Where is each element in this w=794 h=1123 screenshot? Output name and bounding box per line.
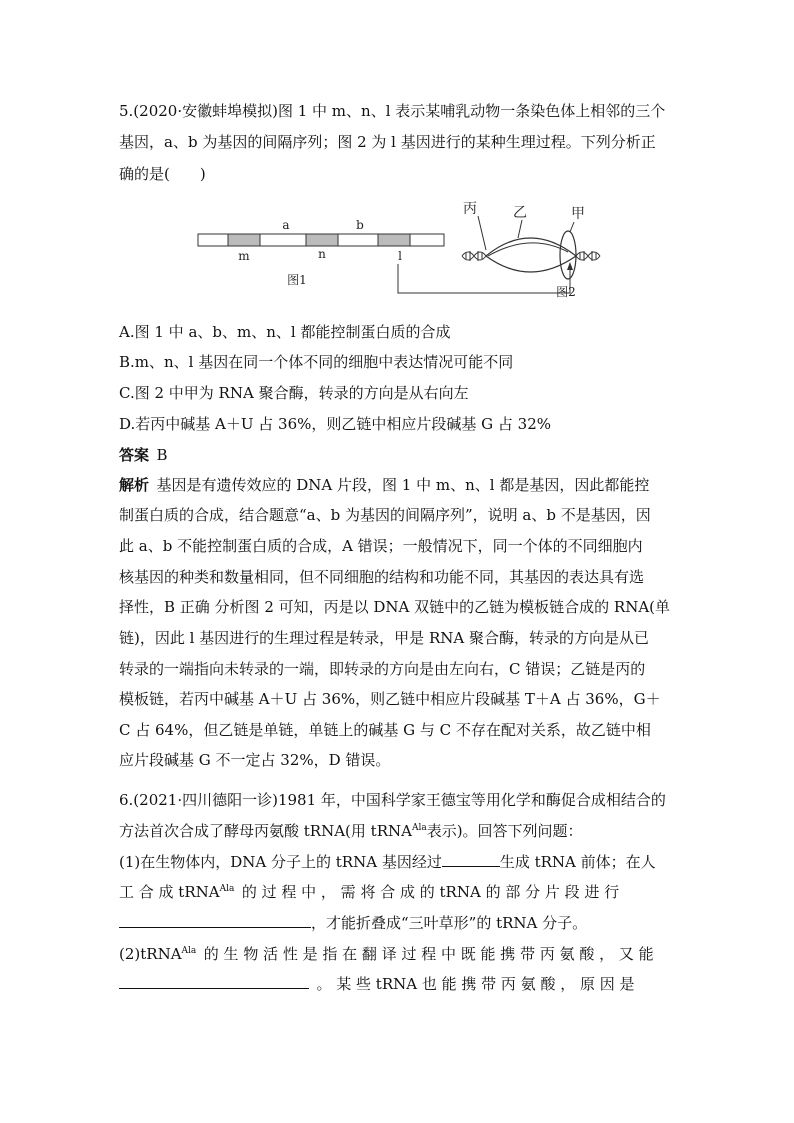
q6-part2-line-2: 。 某 些 tRNA 也 能 携 带 丙 氨 酸 ， 原 因 是 [119,969,675,999]
q5-stem-line-1: 5.(2020·安徽蚌埠模拟)图 1 中 m、n、l 表示某哺乳动物一条染色体上相邻的三个 [119,102,666,120]
q6-part1-line-3: ，才能折叠成“三叶草形”的 tRNA 分子。 [119,908,675,938]
figure-2-transcription [462,201,600,299]
analysis-label: 解析 [119,476,150,494]
connector-arrow [398,264,570,293]
label-jia: 甲 [571,206,585,222]
q5-stem-line-2: 基因，a、b 为基因的间隔序列；图 2 为 l 基因进行的某种生理过程。下列分析正 [119,133,656,151]
label-yi: 乙 [513,205,527,221]
analysis-line-7: 转录的一端指向未转录的一端，即转录的方向是由左向右，C 错误；乙链是丙的 [119,660,646,678]
q5-figure [190,198,610,308]
analysis-line-6: 链)，因此 l 基因进行的生理过程是转录，甲是 RNA 聚合酶，转录的方向是从已 [119,629,649,647]
fill-blank-3[interactable] [119,970,309,989]
analysis-line-1: 解析 基因是有遗传效应的 DNA 片段，图 1 中 m、n、l 都是基因，因此都能控 [119,476,650,494]
q5-option-b: B.m、n、l 基因在同一个体不同的细胞中表达情况可能不同 [119,353,514,371]
q6-stem-line-2: 方法首次合成了酵母丙氨酸 tRNA(用 tRNA$^{Ala}$表示)。回答下列问题： [119,822,583,840]
q5-option-c: C.图 2 中甲为 RNA 聚合酶，转录的方向是从右向左 [119,384,469,402]
gene-l-segment [378,234,410,246]
answer-value: B [156,446,168,464]
label-m: m [238,249,250,263]
q6-stem-line-1: 6.(2021·四川德阳一诊)1981 年，中国科学家王德宝等用化学和酶促合成相结合的 [119,791,666,809]
label-a: a [282,218,290,232]
label-b: b [356,218,364,232]
fill-blank-1[interactable] [442,848,500,867]
rna-polymerase-ellipse [560,231,576,279]
gene-m-segment [228,234,260,246]
q5-stem-line-3: 确的是( ) [119,165,206,183]
label-n: n [318,247,326,261]
fill-blank-2[interactable] [119,909,311,928]
figure-1-caption: 图1 [287,273,307,287]
analysis-line-10: 应片段碱基 G 不一定占 32%，D 错误。 [119,751,391,769]
label-l: l [398,249,402,263]
analysis-line-5: 择性，B 正确 分析图 2 可知，丙是以 DNA 双链中的乙链为模板链合成的 RNA(单 [119,598,671,616]
q6-part1-line-2: 工 合 成 tRNA$^{Ala}$ 的 过 程 中 ， 需 将 合 成 的 tRNA 的 部 分 片 段 进 行 [119,883,620,901]
q5-option-a: A.图 1 中 a、b、m、n、l 都能控制蛋白质的合成 [119,323,451,341]
q5-answer [119,440,675,470]
figure-2-caption: 图2 [556,285,576,299]
q6-part2-line-1: (2)tRNA$^{Ala}$ 的 生 物 活 性 是 指 在 翻 译 过 程 中 既 能 携 带 丙 氨 酸 ， 又 能 [119,945,654,963]
answer-label: 答案 [119,446,150,464]
analysis-line-8: 模板链，若丙中碱基 A＋U 占 36%，则乙链中相应片段碱基 T＋A 占 36%，G＋ [119,690,661,708]
gene-n-segment [306,234,338,246]
q5-option-d: D.若丙中碱基 A＋U 占 36%，则乙链中相应片段碱基 G 占 32% [119,415,552,433]
q6-part1-line-1: (1)在生物体内，DNA 分子上的 tRNA 基因经过 生成 tRNA 前体；在人 [119,847,675,877]
label-bing: 丙 [463,201,477,217]
analysis-line-9: C 占 64%，但乙链是单链，单链上的碱基 G 与 C 不存在配对关系，故乙链中相 [119,721,651,739]
analysis-line-4: 核基因的种类和数量相同，但不同细胞的结构和功能不同，其基因的表达具有选 [119,568,645,586]
analysis-line-2: 制蛋白质的合成，结合题意“a、b 为基因的间隔序列”，说明 a、b 不是基因，因 [119,506,651,524]
figure-1-chromosome [198,218,573,293]
analysis-line-3: 此 a、b 不能控制蛋白质的合成，A 错误；一般情况下，同一个体的不同细胞内 [119,537,643,555]
